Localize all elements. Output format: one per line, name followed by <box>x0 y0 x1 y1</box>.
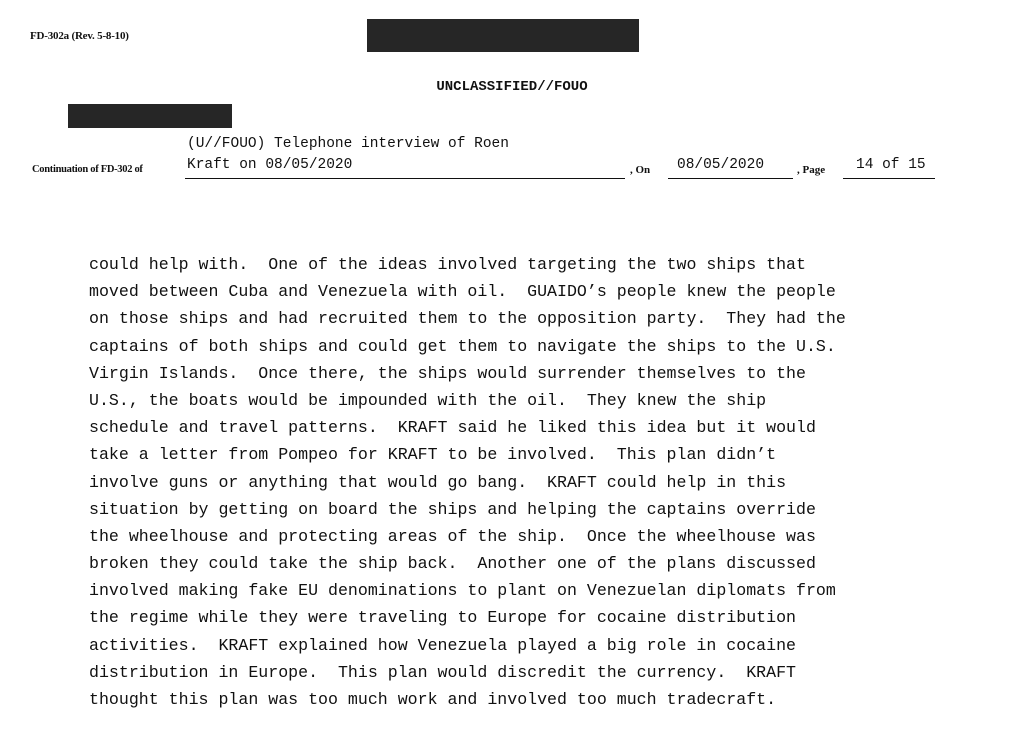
redaction-block <box>367 19 639 52</box>
on-label: , On <box>630 164 651 176</box>
body-paragraph <box>89 251 846 713</box>
body-line: the wheelhouse and protecting areas of the ship. Once the wheelhouse was <box>89 526 816 546</box>
form-number: FD-302a (Rev. 5-8-10) <box>30 30 129 42</box>
body-line: distribution in Europe. This plan would discredit the currency. KRAFT <box>89 662 797 682</box>
body-line: schedule and travel patterns. KRAFT said he liked this idea but it would <box>89 418 816 438</box>
page-label: , Page <box>797 164 826 176</box>
body-line: thought this plan was too much work and involved too much tradecraft. <box>89 690 777 709</box>
subject-line-1: (U//FOUO) Telephone interview of Roen <box>187 136 509 152</box>
subject-underline <box>185 178 625 179</box>
body-line: moved between Cuba and Venezuela with oil. GUAIDO’s people knew the people <box>89 282 836 302</box>
body-line: captains of both ships and could get them to navigate the ships to the U.S. <box>89 336 836 356</box>
page-underline <box>843 178 935 179</box>
body-line: the regime while they were traveling to Europe for cocaine distribution <box>89 608 797 628</box>
body-line: situation by getting on board the ships and helping the captains override <box>89 499 816 519</box>
interview-date: 08/05/2020 <box>677 157 765 173</box>
classification-marking: UNCLASSIFIED//FOUO <box>436 79 588 95</box>
page-number: 14 of 15 <box>856 157 926 173</box>
body-line: broken they could take the ship back. Another one of the plans discussed <box>89 554 816 574</box>
body-line: Virgin Islands. Once there, the ships would surrender themselves to the <box>89 363 806 383</box>
body-line: activities. KRAFT explained how Venezuela played a big role in cocaine <box>89 635 797 655</box>
redaction-block <box>68 104 232 128</box>
body-line: take a letter from Pompeo for KRAFT to be involved. This plan didn’t <box>89 445 777 465</box>
body-line: on those ships and had recruited them to the opposition party. They had the <box>89 309 846 329</box>
body-line: involve guns or anything that would go bang. KRAFT could help in this <box>89 472 787 492</box>
continuation-label: Continuation of FD-302 of <box>32 164 143 175</box>
body-line: U.S., the boats would be impounded with the oil. They knew the ship <box>89 390 767 410</box>
date-underline <box>668 178 793 179</box>
subject-line-2: Kraft on 08/05/2020 <box>187 157 353 173</box>
body-line: involved making fake EU denominations to plant on Venezuelan diplomats from <box>89 581 836 601</box>
body-line: could help with. One of the ideas involved targeting the two ships that <box>89 255 806 274</box>
